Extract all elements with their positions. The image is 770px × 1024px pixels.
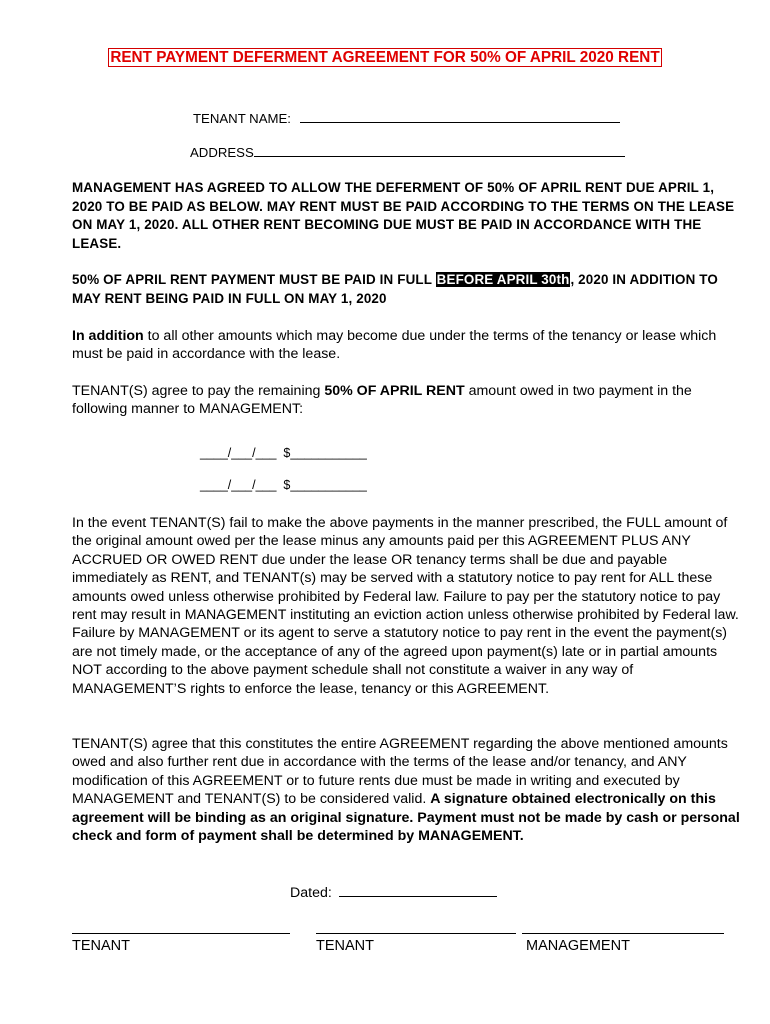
address-label: ADDRESS xyxy=(190,145,254,160)
in-addition-bold: In addition xyxy=(72,328,144,344)
payment-row-1 xyxy=(200,446,367,460)
payment-row-2 xyxy=(200,478,367,492)
default-terms-paragraph: In the event TENANT(S) fail to make the above payments in the manner prescribed, the FULL amount of the original amount owed per the lease minus any amounts paid per this AGREEMENT PLUS ANY ACCRUED OR OWED RENT due under the lease OR tenancy terms shall be due and payable immediately as RENT, and TENANT(s) may be served with a statutory notice to pay rent for ALL these amounts owed unless otherwise prohibited by Federal law. Failure to pay per the statutory notice to pay rent may result in MANAGEMENT instituting an eviction action unless otherwise prohibited by Federal law. Failure by MANAGEMENT or its agent to serve a statutory notice to pay rent in the event the payment(s) are not timely made, or the acceptance of any of the agreed upon payment(s) late or in partial amounts NOT according to the above payment schedule shall not constitute a waiver in any way of MANAGEMENT’S rights to enforce the lease, tenancy or this AGREEMENT. xyxy=(72,515,739,697)
management-signature-line xyxy=(522,933,724,934)
tenant-signature-label-1: TENANT xyxy=(72,938,130,954)
in-addition-paragraph xyxy=(72,327,744,364)
tenant-signature-line-2 xyxy=(316,933,516,934)
tenant-name-row xyxy=(193,110,620,126)
remaining-bold: 50% OF APRIL RENT xyxy=(324,383,465,399)
payment-date-blank: ____/___/___ xyxy=(200,478,277,492)
full-payment-text-2: , 2020 IN ADDITION TO MAY RENT BEING PAID IN FULL ON MAY 1, 2020 xyxy=(72,272,718,306)
tenant-signature-label-2: TENANT xyxy=(316,938,374,954)
full-payment-paragraph xyxy=(72,271,744,308)
remaining-text-1: TENANT(S) agree to pay the remaining xyxy=(72,383,325,399)
dated-label: Dated: xyxy=(290,885,332,901)
address-blank xyxy=(254,144,625,157)
management-signature-label: MANAGEMENT xyxy=(526,938,630,954)
highlighted-deadline: BEFORE APRIL 30th xyxy=(436,272,570,287)
remaining-text-2: amount owed in two payment in the following manner to MANAGEMENT: xyxy=(72,383,692,418)
remaining-payment-paragraph xyxy=(72,382,744,419)
payment-date-blank: ____/___/___ xyxy=(200,446,277,460)
tenant-name-blank xyxy=(300,110,620,123)
title-container xyxy=(0,48,770,67)
in-addition-text: to all other amounts which may become due under the terms of the tenancy or lease which must be paid in accordance with the lease. xyxy=(72,328,717,363)
document-title: RENT PAYMENT DEFERMENT AGREEMENT FOR 50% OF APRIL 2020 RENT xyxy=(110,49,660,66)
entire-agreement-bold: A signature obtained electronically on this agreement will be binding as an original signature. Payment must not be made by cash or personal check and form of payment shall be determined by MANAGEMENT. xyxy=(72,791,740,845)
payment-amount-blank: $___________ xyxy=(283,446,367,460)
payment-amount-blank: $___________ xyxy=(283,478,367,492)
entire-agreement-text: TENANT(S) agree that this constitutes the entire AGREEMENT regarding the above mentioned amounts owed and also further rent due in accordance with the terms of the lease and/or tenancy, and ANY modification of this AGREEMENT or to future rents due must be made in writing and executed by MANAGEMENT and TENANT(S) to be considered valid. xyxy=(72,736,728,808)
dated-row xyxy=(290,883,497,901)
full-payment-text-1: 50% OF APRIL RENT PAYMENT MUST BE PAID IN FULL xyxy=(72,272,436,287)
tenant-signature-line-1 xyxy=(72,933,290,934)
dated-blank xyxy=(339,883,497,897)
deferment-paragraph: MANAGEMENT HAS AGREED TO ALLOW THE DEFERMENT OF 50% OF APRIL RENT DUE APRIL 1, 2020 TO BE PAID AS BELOW. MAY RENT MUST BE PAID ACCORDING TO THE TERMS ON THE LEASE ON MAY 1, 2020. ALL OTHER RENT BECOMING DUE MUST BE PAID IN ACCORDANCE WITH THE LEASE. xyxy=(72,180,735,251)
tenant-name-label: TENANT NAME: xyxy=(193,111,291,126)
address-row xyxy=(190,144,625,160)
entire-agreement-paragraph xyxy=(72,735,744,845)
